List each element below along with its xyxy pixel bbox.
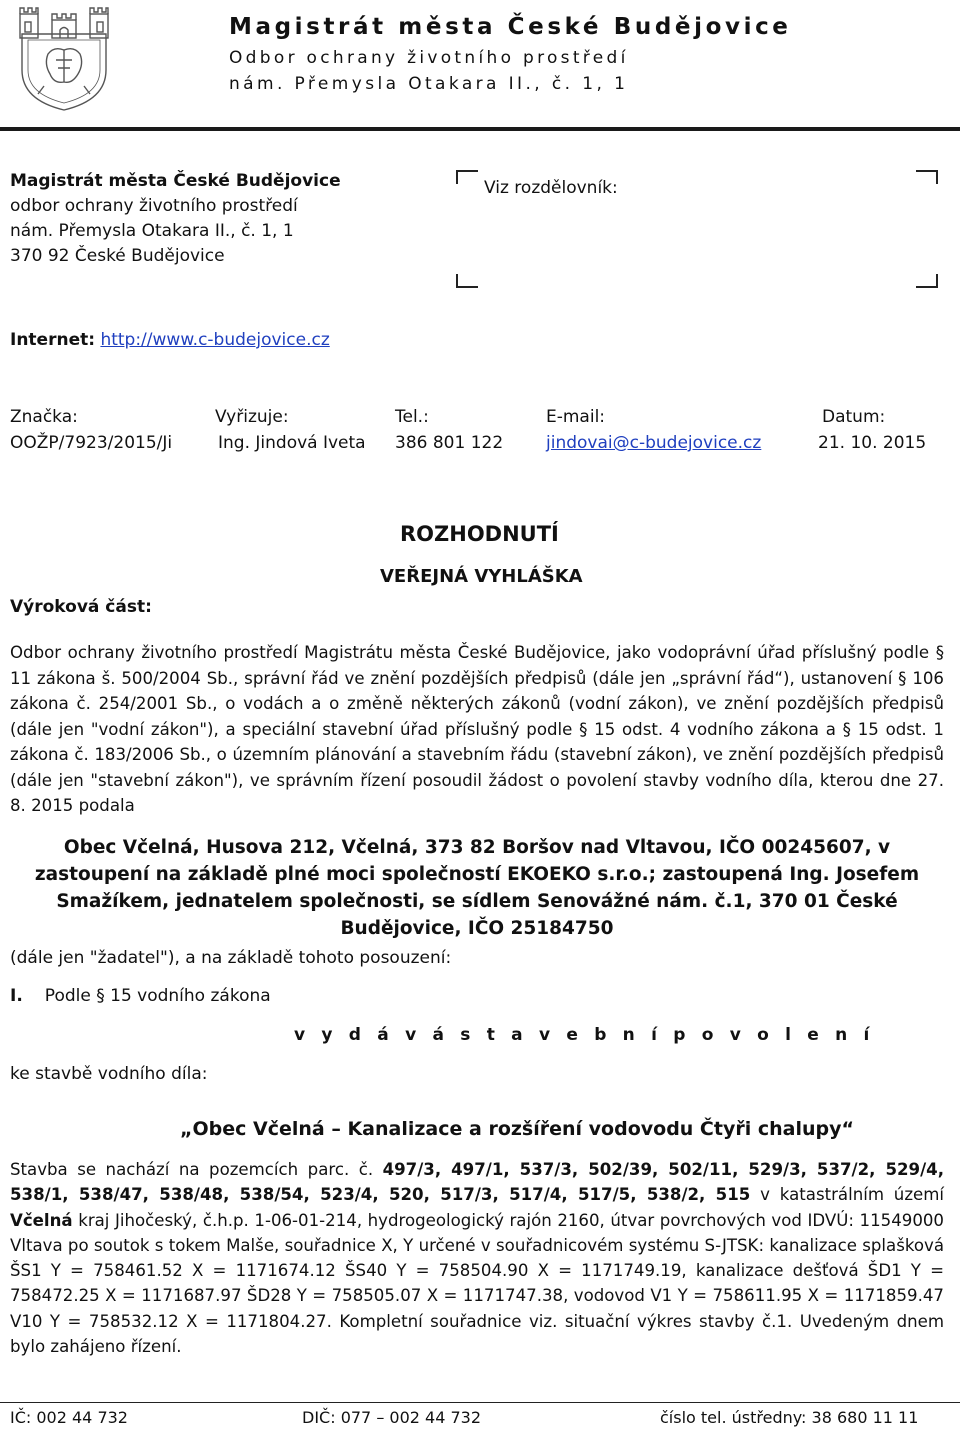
footer-ic: IČ: 002 44 732 [10, 1408, 128, 1427]
project-title: „Obec Včelná – Kanalizace a rozšíření vodovodu Čtyři chalupy“ [180, 1118, 854, 1140]
footer-phone: číslo tel. ústředny: 38 680 11 11 [660, 1408, 919, 1427]
header-department: Odbor ochrany životního prostředí [229, 48, 629, 68]
location-text-b: v katastrálním území [750, 1185, 945, 1205]
cadastral-area: Včelná [10, 1210, 73, 1230]
email-label: E-mail: [546, 407, 606, 427]
date-value: 21. 10. 2015 [818, 433, 927, 453]
header-divider [0, 127, 960, 131]
header-address: nám. Přemysla Otakara II., č. 1, 1 [229, 74, 629, 94]
phone-label: Tel.: [395, 407, 429, 427]
phone-value: 386 801 122 [395, 433, 504, 453]
public-notice-heading: VEŘEJNÁ VYHLÁŠKA [380, 566, 583, 587]
section-number: I. [10, 986, 23, 1006]
date-label: Datum: [822, 407, 886, 427]
footer-dic: DIČ: 077 – 002 44 732 [302, 1408, 482, 1427]
applicant-block: Obec Včelná, Husova 212, Včelná, 373 82 Boršov nad Vltavou, IČO 00245607, v zastoupení na základě plné moci společností EKOEKO s.r.o.; zastoupená Ing. Josefem Smažíkem, jednatelem společnosti, se sídlem Senovážné nám. č.1, 370 01 České Budějovice, IČO 25184750 [34, 837, 920, 939]
applicant-intro: (dále jen "žadatel"), a na základě tohoto posouzení: [10, 948, 452, 968]
internet-label: Internet: [10, 330, 96, 350]
section-i [10, 986, 271, 1006]
city-coat-of-arms-icon [8, 4, 120, 112]
decision-heading: ROZHODNUTÍ [400, 522, 559, 546]
website-link[interactable]: http://www.c-budejovice.cz [100, 330, 330, 350]
reference-label: Značka: [10, 407, 78, 427]
sender-line-2: odbor ochrany životního prostředí [10, 196, 298, 216]
issues-permit-heading: v y d á v á s t a v e b n í p o v o l e n í [294, 1025, 875, 1045]
handler-value: Ing. Jindová Iveta [218, 433, 366, 453]
section-text: Podle § 15 vodního zákona [44, 986, 271, 1006]
decision-paragraph: Odbor ochrany životního prostředí Magistrátu města České Budějovice, jako vodoprávní úřad příslušný podle § 11 zákona š. 500/2004 Sb., správní řád ve znění pozdějších předpisů (dále jen „správní řád“), ustanovení § 106 zákona č. 254/2001 Sb., o vodách a o změně některých zákonů (vodní zákon), ve znění pozdějších předpisů (dále jen "vodní zákon"), a speciální stavební úřad příslušný podle § 15 odst. 4 vodního zákona a § 15 odst. 1 zákona č. 183/2006 Sb., o územním plánování a stavebním řádu (stavební zákon), ve znění pozdějších předpisů (dále jen "stavební zákon"), ve správním řízení posoudil žádost o povolení stavby vodního díla, kterou dne 27. 8. 2015 podala [10, 643, 944, 815]
reference-value: OOŽP/7923/2015/Ji [10, 433, 173, 453]
handler-label: Vyřizuje: [215, 407, 289, 427]
location-text-a: Stavba se nachází na pozemcích parc. č. [10, 1160, 383, 1179]
address-window-corner [916, 274, 938, 288]
sender-address-block [10, 169, 341, 269]
location-text-c: kraj Jihočeský, č.h.p. 1-06-01-214, hydrogeologický rajón 2160, útvar povrchových vod IDVÚ: 11549000 Vltava po soutok s tokem Malše, souřadnice X, Y určené v souřadnicovém systému S-JTSK: kanalizace splašková ŠS1 Y = 758461.52 X = 1171674.12 ŠS40 Y = 758504.90 X = 1171749.19, kanalizace dešťová ŠD1 Y = 758472.25 X = 1171687.97 ŠD28 Y = 758505.07 X = 1171747.38, vodovod V1 Y = 758611.95 X = 1171859.47 V10 Y = 758532.12 X = 1171804.27. Kompletní souřadnice viz. situační výkres stavby č.1. Uvedeným dnem bylo zahájeno řízení. [10, 1210, 944, 1357]
sender-line-1: Magistrát města České Budějovice [10, 171, 341, 191]
parcel-numbers: 497/3, 497/1, 537/3, 502/39, 502/11, 529/3, 537/2, 529/4, 538/1, 538/47, 538/48, 538/54, 523/4, 520, 517/3, 517/4, 517/5, 538/2, 515 [10, 1160, 944, 1205]
construction-label: ke stavbě vodního díla: [10, 1064, 208, 1084]
sender-line-3: nám. Přemysla Otakara II., č. 1, 1 [10, 221, 294, 241]
email-link[interactable]: jindovai@c-budejovice.cz [546, 433, 762, 453]
address-window-corner [456, 170, 478, 184]
address-window-corner [456, 274, 478, 288]
footer-divider [0, 1402, 960, 1403]
internet-line [10, 328, 330, 353]
location-paragraph [10, 1157, 944, 1359]
header-title: Magistrát města České Budějovice [229, 14, 792, 40]
address-window-corner [916, 170, 938, 184]
recipient-text: Viz rozdělovník: [484, 178, 618, 198]
operative-part-label: Výroková část: [10, 597, 152, 617]
sender-line-4: 370 92 České Budějovice [10, 246, 225, 266]
